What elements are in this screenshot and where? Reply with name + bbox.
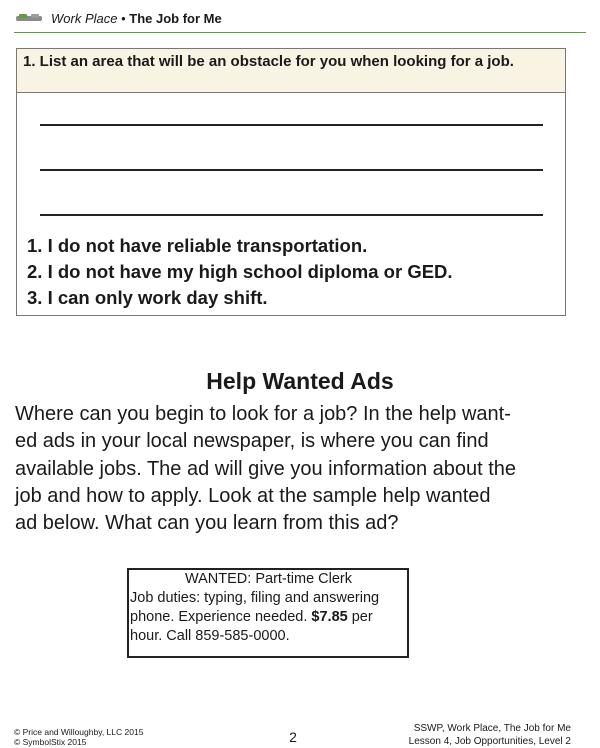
- answer-list: [27, 233, 453, 311]
- footer-lesson: Lesson 4, Job Opportunities, Level 2: [408, 736, 571, 747]
- header-lesson-title: The Job for Me: [129, 11, 222, 26]
- question-prompt: 1. List an area that will be an obstacle for you when looking for a job.: [17, 49, 565, 93]
- answer-line-1: [40, 124, 543, 126]
- ad-pay-rate: $7.85: [311, 609, 348, 625]
- paragraph-line: job and how to apply. Look at the sample help wanted: [15, 484, 491, 507]
- answer-item: 3. I can only work day shift.: [27, 287, 268, 308]
- answer-line-2: [40, 169, 543, 171]
- header-section: Work Place: [51, 11, 118, 26]
- copyright-line: © Price and Willoughby, LLC 2015: [14, 727, 144, 737]
- section-heading: Help Wanted Ads: [206, 368, 394, 394]
- page-number: 2: [289, 729, 297, 745]
- ad-contact: hour. Call 859-585-0000.: [130, 628, 290, 644]
- answer-item: 1. I do not have reliable transportation.: [27, 235, 368, 256]
- ad-pay-unit: per: [347, 609, 373, 625]
- paragraph-line: Where can you begin to look for a job? In the help want-: [15, 403, 511, 425]
- logo-icon: [16, 13, 42, 23]
- sample-ad: [127, 568, 409, 658]
- header-title: [51, 11, 222, 26]
- ad-requirements-text: phone. Experience needed.: [130, 609, 312, 625]
- paragraph-line: ad below. What can you learn from this ad?: [15, 512, 399, 535]
- paragraph-line: available jobs. The ad will give you information about the: [15, 457, 517, 480]
- footer-course: SSWP, Work Place, The Job for Me: [413, 723, 571, 734]
- footer-course-info: [409, 722, 571, 748]
- page-header: [14, 10, 586, 34]
- ad-duties: Job duties: typing, filing and answering: [130, 590, 380, 606]
- answer-item: 2. I do not have my high school diploma or GED.: [27, 261, 453, 282]
- header-divider: [14, 32, 586, 33]
- ad-requirements: [130, 608, 407, 627]
- header-separator: •: [117, 11, 130, 26]
- copyright-line: © SymbolStix 2015: [14, 737, 87, 747]
- section-paragraph: [15, 401, 575, 537]
- answer-line-3: [40, 214, 543, 216]
- ad-title: WANTED: Part-time Clerk: [184, 571, 353, 587]
- question-box: [16, 48, 566, 316]
- paragraph-line: ed ads in your local newspaper, is where you can find: [15, 430, 489, 453]
